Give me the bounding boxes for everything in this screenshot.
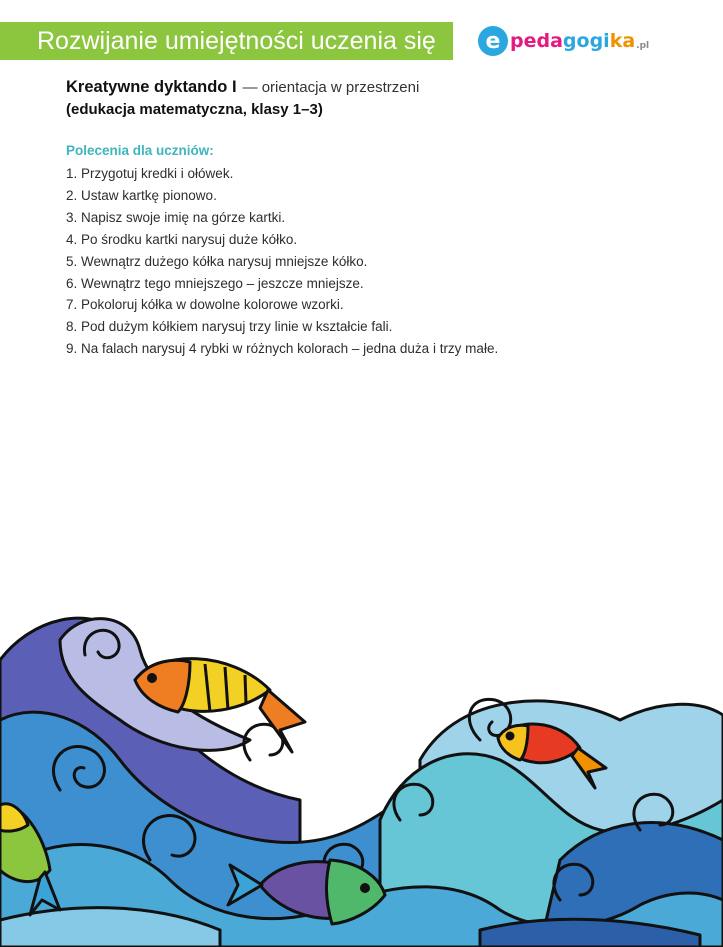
instruction-item: 2. Ustaw kartkę pionowo. (66, 187, 217, 203)
instruction-item: 1. Przygotuj kredki i ołówek. (66, 166, 234, 181)
logo-word-part: peda (510, 30, 563, 52)
instruction-item: 5. Wewnątrz dużego kółka narysuj mniejsze kółko. (66, 253, 368, 269)
waves-and-fish-illustration (0, 560, 723, 947)
instruction-item: 8. Pod dużym kółkiem narysuj trzy linie w kształcie fali. (66, 319, 393, 335)
instructions-heading: Polecenia dla uczniów: (66, 143, 214, 158)
section-banner: Rozwijanie umiejętności uczenia się (0, 22, 453, 60)
instruction-item: 7. Pokoloruj kółka w dowolne kolorowe wzorki. (66, 297, 344, 313)
title-rest: — orientacja w przestrzeni (242, 79, 420, 96)
instruction-item: 4. Po środku kartki narysuj duże kółko. (66, 231, 298, 247)
epedagogika-logo[interactable] (478, 24, 649, 58)
logo-word-part: gogi (562, 30, 610, 52)
logo-word-part: ka (609, 30, 636, 52)
document-title (66, 78, 419, 97)
title-bold: Kreatywne dyktando I (66, 78, 237, 96)
logo-e-icon: e (478, 26, 508, 56)
logo-domain-suffix: .pl (636, 41, 650, 51)
document-subtitle: (edukacja matematyczna, klasy 1–3) (66, 101, 323, 118)
instructions-list (66, 163, 498, 360)
instruction-item: 6. Wewnątrz tego mniejszego – jeszcze mniejsze. (66, 275, 364, 291)
instruction-item: 3. Napisz swoje imię na górze kartki. (66, 209, 286, 225)
instruction-item: 9. Na falach narysuj 4 rybki w różnych kolorach – jedna duża i trzy małe. (66, 341, 499, 357)
